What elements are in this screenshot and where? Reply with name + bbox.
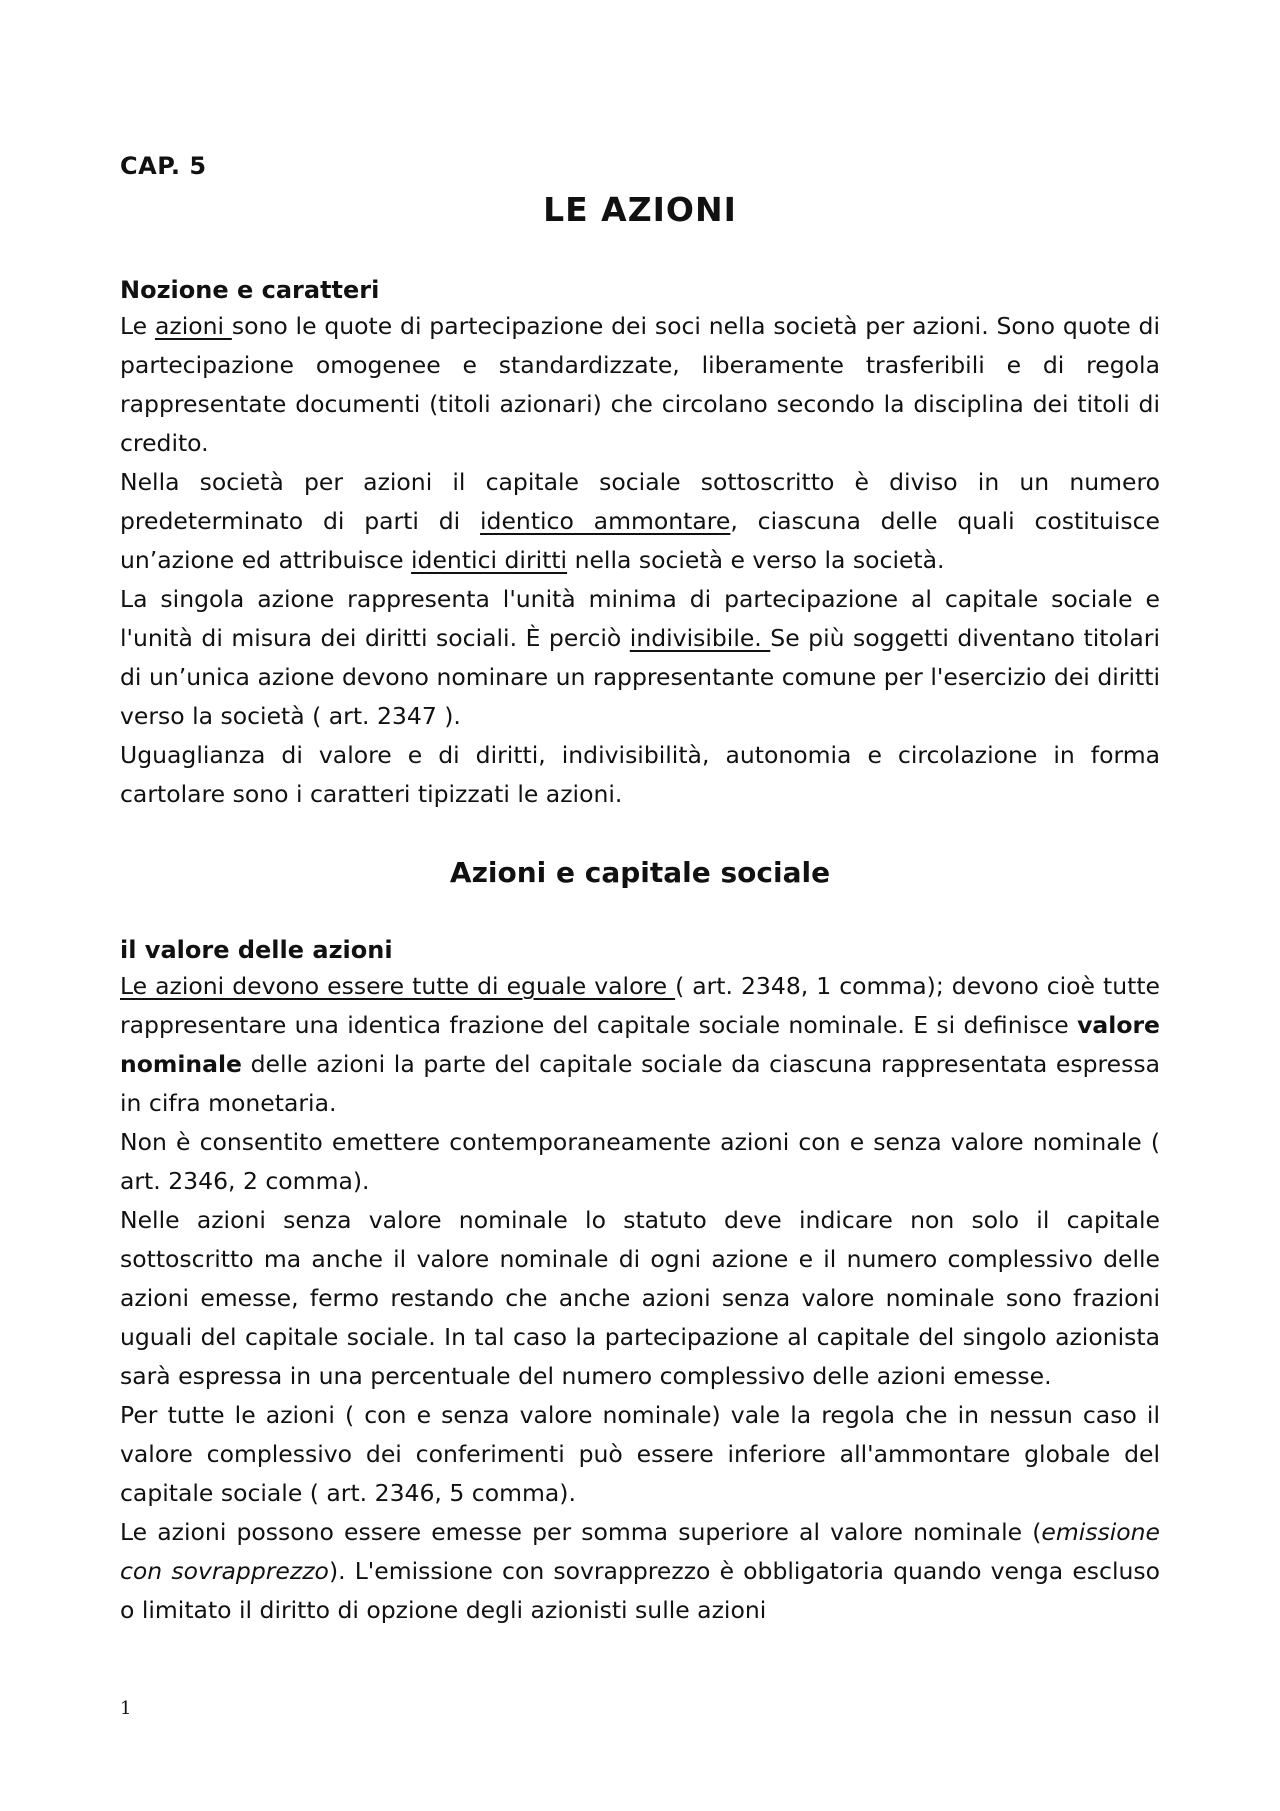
underlined-text: indivisibile. [629, 624, 771, 652]
paragraph: Non è consentito emettere contemporaneamente azioni con e senza valore nominale ( art. 2346, 2 comma). [120, 1128, 1160, 1195]
document-page [120, 0, 1160, 1811]
bold-term: valore nominale [120, 1011, 1160, 1078]
paragraph: Le azioni possono essere emesse per somma superiore al valore nominale (emissione con sovrapprezzo). L'emissione con sovrapprezzo è obbligatoria quando venga escluso o limitato il diritto di opzione degli azionisti sulle azioni [120, 1518, 1160, 1624]
section-nozione-body [120, 307, 1160, 814]
subsection-heading-valore: il valore delle azioni [120, 936, 393, 964]
underlined-text: identico ammontare [480, 507, 731, 535]
paragraph: Nelle azioni senza valore nominale lo statuto deve indicare non solo il capitale sottoscritto ma anche il valore nominale di ogni azione e il numero complessivo delle azioni emesse, fermo restando che anche azioni senza valore nominale sono frazioni uguali del capitale sociale. In tal caso la partecipazione al capitale del singolo azionista sarà espressa in una percentuale del numero complessivo delle azioni emesse. [120, 1206, 1160, 1390]
page-title: LE AZIONI [543, 190, 737, 229]
paragraph: Uguaglianza di valore e di diritti, indivisibilità, autonomia e circolazione in forma cartolare sono i caratteri tipizzati le azioni. [120, 741, 1160, 808]
paragraph: La singola azione rappresenta l'unità minima di partecipazione al capitale sociale e l'unità di misura dei diritti sociali. È perciò indivisibile. Se più soggetti diventano titolari di un’unica azione devono nominare un rappresentante comune per l'esercizio dei diritti verso la società ( art. 2347 ). [120, 585, 1160, 730]
italic-term: emissione con sovrapprezzo [120, 1518, 1160, 1585]
underlined-text: Le azioni devono essere tutte di eguale valore [120, 972, 676, 1000]
page-number: 1 [120, 1698, 132, 1719]
underlined-text: azioni [154, 312, 232, 340]
section-heading-capitale: Azioni e capitale sociale [449, 856, 831, 889]
section-valore-body [120, 967, 1160, 1630]
paragraph: Nella società per azioni il capitale sociale sottoscritto è diviso in un numero predeterminato di parti di identico ammontare, ciascuna delle quali costituisce un’azione ed attribuisce identici diritti nella società e verso la società. [120, 468, 1161, 574]
paragraph: Le azioni devono essere tutte di eguale valore ( art. 2348, 1 comma); devono cioè tutte rappresentare una identica frazione del capitale sociale nominale. E si definisce valore nominale delle azioni la parte del capitale sociale da ciascuna rappresentata espressa in cifra monetaria. [120, 972, 1160, 1117]
paragraph: Le azioni sono le quote di partecipazione dei soci nella società per azioni. Sono quote di partecipazione omogenee e standardizzate, liberamente trasferibili e di regola rappresentate documenti (titoli azionari) che circolano secondo la disciplina dei titoli di credito. [120, 312, 1160, 457]
underlined-text: identici diritti [411, 546, 568, 574]
chapter-label: CAP. 5 [120, 152, 207, 180]
section-heading-nozione: Nozione e caratteri [120, 276, 380, 304]
paragraph: Per tutte le azioni ( con e senza valore nominale) vale la regola che in nessun caso il valore complessivo dei conferimenti può essere inferiore all'ammontare globale del capitale sociale ( art. 2346, 5 comma). [120, 1401, 1160, 1507]
